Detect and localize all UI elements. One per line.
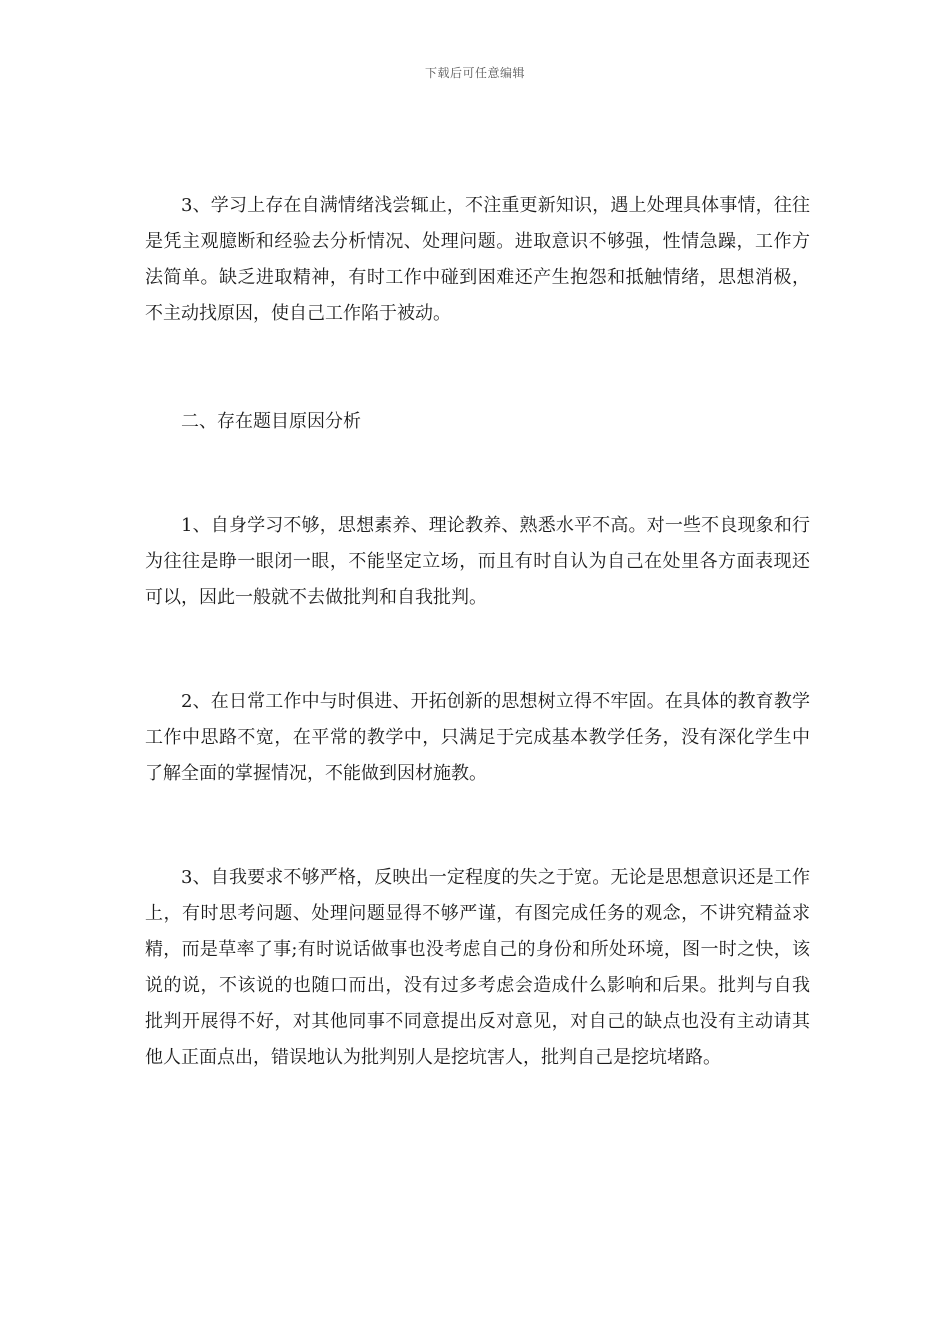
paragraph-self-study: 1、自身学习不够，思想素养、理论教养、熟悉水平不高。对一些不良现象和行为往往是睁一眼闭一眼，不能坚定立场，而且有时自认为自己在处里各方面表现还可以，因此一般就不去做批判和自我批判。: [145, 515, 810, 608]
paragraph-innovation: 2、在日常工作中与时俱进、开拓创新的思想树立得不牢固。在具体的教育教学工作中思路不宽，在平常的教学中，只满足于完成基本教学任务，没有深化学生中了解全面的掌握情况，不能做到因材施教。: [145, 691, 810, 784]
paragraph-self-discipline: 3、自我要求不够严格，反映出一定程度的失之于宽。无论是思想意识还是工作上，有时思考问题、处理问题显得不够严谨，有图完成任务的观念，不讲究精益求精，而是草率了事;有时说话做事也没考虑自己的身份和所处环境，图一时之快，该说的说，不该说的也随口而出，没有过多考虑会造成什么影响和后果。批判与自我批判开展得不好，对其他同事不同意提出反对意见，对自己的缺点也没有主动请其他人正面点出，错误地认为批判别人是挖坑害人，批判自己是挖坑堵路。: [145, 867, 810, 1068]
section-heading-cause-analysis: 二、存在题目原因分析: [181, 411, 361, 432]
paragraph-study-complacency: 3、学习上存在自满情绪浅尝辄止，不注重更新知识，遇上处理具体事情，往往是凭主观臆断和经验去分析情况、处理问题。进取意识不够强，性情急躁，工作方法简单。缺乏进取精神，有时工作中碰到困难还产生抱怨和抵触情绪，思想消极，不主动找原因，使自己工作陷于被动。: [145, 195, 810, 324]
page-header: 下载后可任意编辑: [424, 66, 525, 80]
